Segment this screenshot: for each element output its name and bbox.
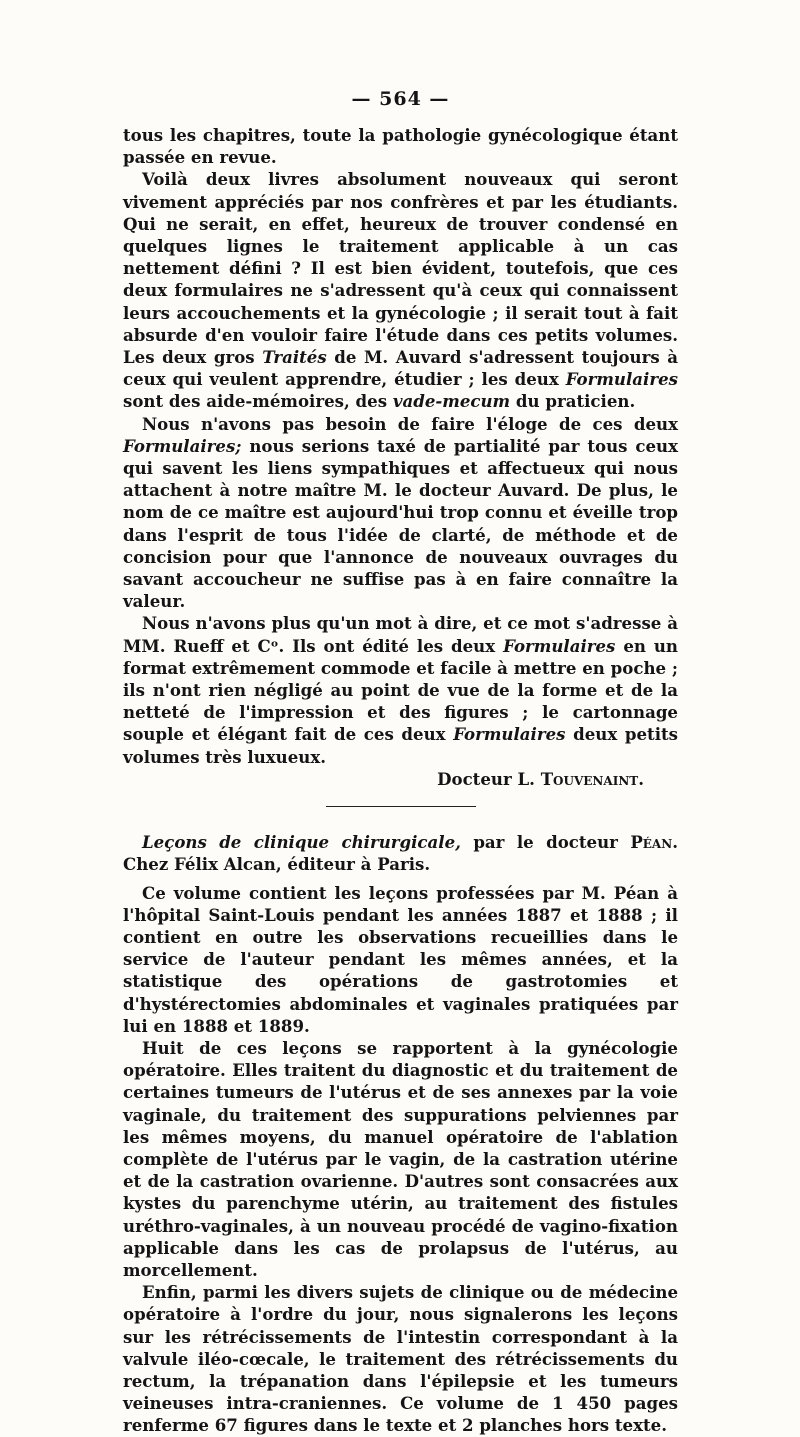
paragraph: Nous n'avons pas besoin de faire l'éloge de ces deux Formulaires; nous serions taxé de partialité par tous ceux qui savent les liens sympathiques et affectueux qui nous attachent à notre maître M. le docteur Auvard. De plus, le nom de ce maître est aujourd'hui trop connu et éveille trop dans l'esprit de tous l'idée de clarté, de méthode et de concision pour que l'annonce de nouveaux ouvrages du savant accoucheur ne suffise pas à en faire connaître la valeur. [123, 413, 678, 612]
author-name: Péan. [630, 832, 678, 853]
author-name: Touvenaint. [540, 768, 644, 789]
paragraph: Nous n'avons plus qu'un mot à dire, et ce mot s'adresse à MM. Rueff et Cᵒ. Ils ont édité les deux Formulaires en un format extrêmement commode et facile à mettre en poche ; ils n'ont rien négligé au point de vue de la forme et de la netteté de l'impression et des figures ; le cartonnage souple et élégant fait de ces deux Formulaires deux petits volumes très luxueux. [123, 613, 679, 767]
review-pean-lecons [123, 831, 678, 1436]
paragraph: tous les chapitres, toute la pathologie gynécologique étant passée en revue. [123, 125, 678, 168]
book-title: Leçons de clinique chirurgicale, [142, 832, 461, 853]
page-number: — 564 — [351, 88, 450, 110]
italic-title: Formulaires [453, 724, 566, 745]
italic-title: Formulaires [565, 369, 678, 390]
paragraph: Enfin, parmi les divers sujets de clinique ou de médecine opératoire à l'ordre du jour, nous signalerons les leçons sur les rétrécissements de l'intestin correspondant à la valvule iléo-cœcale, le traitement des rétrécissements du rectum, la trépanation dans l'épilepsie et les tumeurs veineuses intra-craniennes. Ce volume de 1 450 pages renferme 67 figures dans le texte et 2 planches hors texte. [123, 1282, 678, 1436]
paragraph: Ce volume contient les leçons professées par M. Péan à l'hôpital Saint-Louis pendant les années 1887 et 1888 ; il contient en outre les observations recueillies dans le service de l'auteur pendant les mêmes années, et la statistique des opérations de gastrotomies et d'hystérectomies abdominales et vaginales pratiquées par lui en 1888 et 1889. [123, 882, 678, 1036]
review-auvard-formulaires [123, 124, 678, 790]
paragraph: Huit de ces leçons se rapportent à la gynécologie opératoire. Elles traitent du diagnostic et du traitement de certaines tumeurs de l'utérus et de ses annexes par la voie vaginale, du traitement des suppurations pelviennes par les mêmes moyens, du manuel opératoire de l'ablation complète de l'utérus par le vagin, de la castration utérine et de la castration ovarienne. D'autres sont consacrées aux kystes du parenchyme utérin, au traitement des fistules uréthro-vaginales, à un nouveau procédé de vagino-fixation applicable dans les cas de prolapsus de l'utérus, au morcellement. [123, 1037, 678, 1280]
paragraph: Voilà deux livres absolument nouveaux qui seront vivement appréciés par nos confrères et par les étudiants. Qui ne serait, en effet, heureux de trouver condensé en quelques lignes le traitement applicable à un cas nettement défini ? Il est bien évident, toutefois, que ces deux formulaires ne s'adressent qu'à ceux qui connaissent leurs accouchements et la gynécologie ; il serait tout à fait absurde d'en vouloir faire l'étude dans ces petits volumes. Les deux gros Traités de M. Auvard s'adressent toujours à ceux qui veulent apprendre, étudier ; les deux Formulaires sont des aide-mémoires, des vade-mecum du praticien. [123, 169, 678, 412]
italic-title: Formulaires [503, 635, 616, 656]
review-heading: Leçons de clinique chirurgicale, par le docteur Péan. Chez Félix Alcan, éditeur à Paris. [123, 832, 678, 875]
italic-title: Formulaires; [123, 435, 242, 456]
signature: Docteur L. Touvenaint. [437, 768, 644, 789]
italic-title: Traités [262, 347, 327, 368]
section-divider [326, 806, 476, 807]
book-page [123, 86, 678, 1437]
italic-term: vade-mecum [392, 391, 511, 412]
